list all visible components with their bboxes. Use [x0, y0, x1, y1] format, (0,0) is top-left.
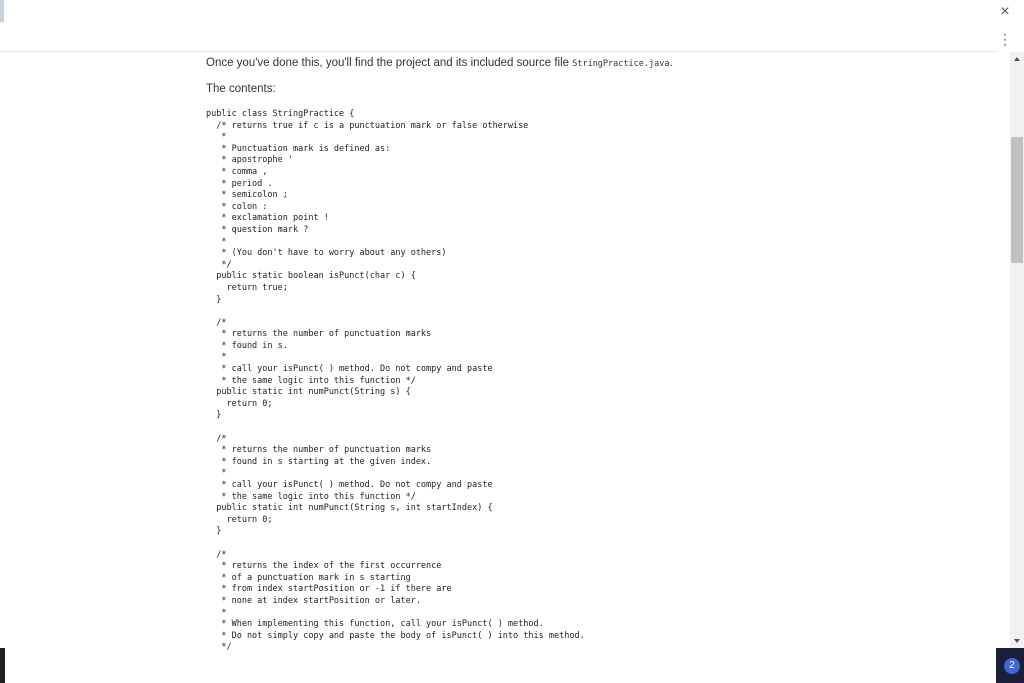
close-button[interactable]: [994, 2, 1016, 22]
code-block: [206, 109, 996, 654]
code-line: * returns the number of punctuation marks: [206, 329, 432, 340]
code-line: * call your isPunct( ) method. Do not compy and paste: [206, 364, 493, 375]
code-line: *: [206, 352, 227, 363]
code-line: return 0;: [206, 398, 273, 409]
code-line: }: [206, 410, 222, 421]
code-line: public class StringPractice {: [206, 109, 355, 119]
intro-suffix: .: [669, 57, 673, 69]
code-line: /*: [206, 549, 227, 560]
code-line: * call your isPunct( ) method. Do not compy and paste: [206, 480, 493, 490]
code-line: * none at index startPosition or later.: [206, 595, 421, 606]
code-line: * apostrophe ': [206, 155, 293, 166]
more-vert-icon: ⋮: [998, 31, 1012, 47]
code-line: * When implementing this function, call your isPunct( ) method.: [206, 619, 544, 630]
code-line: */: [206, 259, 232, 270]
code-line: * colon :: [206, 201, 268, 212]
close-icon: ×: [1000, 3, 1010, 20]
code-line: *: [206, 468, 227, 479]
code-line: public static boolean isPunct(char c) {: [206, 271, 416, 282]
bottom-left-accent: [0, 648, 5, 683]
code-line: * found in s starting at the given index.: [206, 456, 432, 467]
notification-badge[interactable]: 2: [1004, 658, 1020, 674]
code-line: */: [206, 642, 232, 653]
code-line: * found in s.: [206, 340, 288, 351]
intro-text: Once you've done this, you'll find the project and its included source file: [206, 57, 573, 69]
code-line: * (You don't have to worry about any others): [206, 248, 447, 259]
scroll-down-arrow-icon[interactable]: [1010, 634, 1024, 648]
code-line: * returns the number of punctuation marks: [206, 445, 432, 456]
code-line: public static int numPunct(String s, int startIndex) {: [206, 503, 493, 514]
top-left-accent: [0, 0, 4, 22]
code-line: [206, 422, 996, 434]
code-line: return true;: [206, 282, 288, 293]
code-line: * question mark ?: [206, 224, 309, 235]
code-line: *: [206, 236, 227, 247]
code-line: }: [206, 294, 222, 305]
code-line: *: [206, 132, 227, 143]
more-options-button[interactable]: [994, 28, 1016, 50]
code-line: * returns the index of the first occurrence: [206, 561, 442, 572]
contents-heading: The contents:: [206, 83, 276, 95]
code-line: * Punctuation mark is defined as:: [206, 143, 391, 154]
scrollbar-thumb[interactable]: [1011, 137, 1023, 263]
code-line: * period .: [206, 178, 273, 189]
header-divider: [0, 51, 996, 52]
code-line: * semicolon ;: [206, 190, 288, 201]
intro-paragraph: [206, 56, 996, 70]
code-line: public static int numPunct(String s) {: [206, 387, 411, 398]
code-line: [206, 538, 996, 550]
code-line: [206, 306, 996, 318]
source-filename: StringPractice.java: [572, 59, 670, 69]
code-line: * from index startPosition or -1 if there are: [206, 584, 452, 595]
code-line: /* returns true if c is a punctuation mark or false otherwise: [206, 120, 529, 131]
scroll-up-arrow-icon[interactable]: [1010, 52, 1024, 66]
code-line: /*: [206, 317, 227, 328]
code-line: * of a punctuation mark in s starting: [206, 572, 411, 583]
code-line: *: [206, 607, 227, 618]
code-line: * the same logic into this function */: [206, 491, 416, 502]
code-line: return 0;: [206, 514, 273, 525]
code-line: * the same logic into this function */: [206, 375, 416, 386]
code-line: * Do not simply copy and paste the body of isPunct( ) into this method.: [206, 630, 585, 641]
code-line: * comma ,: [206, 166, 268, 177]
article-content: [206, 56, 996, 654]
code-line: }: [206, 526, 222, 537]
code-line: /*: [206, 433, 227, 444]
code-line: * exclamation point !: [206, 213, 329, 224]
